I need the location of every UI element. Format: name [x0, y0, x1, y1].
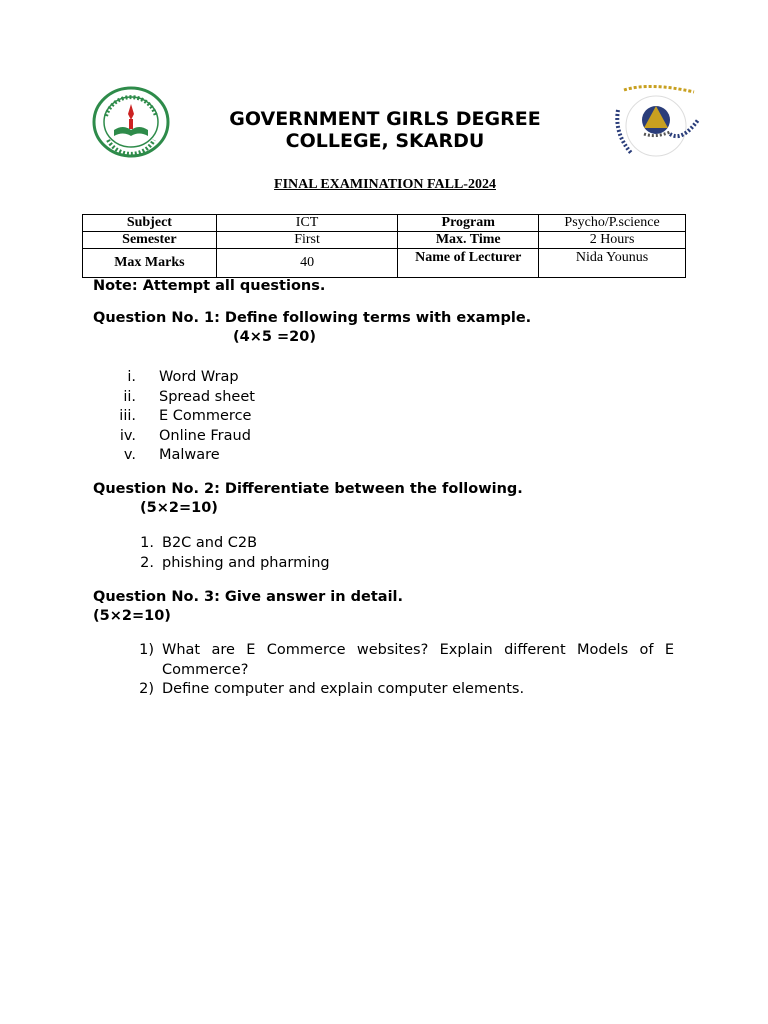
- list-item: [100, 368, 400, 388]
- max-marks-value: 40: [216, 249, 398, 278]
- list-item: [100, 388, 400, 408]
- question-2-title: Question No. 2: Differentiate between the following.: [93, 481, 523, 497]
- list-item-number: 2): [139, 681, 154, 697]
- subject-value: ICT: [216, 215, 398, 232]
- college-logo: [92, 86, 170, 158]
- question-3-title: Question No. 3: Give answer in detail.: [93, 589, 404, 605]
- max-marks-label: Max Marks: [83, 249, 217, 278]
- list-item-number: iv.: [119, 427, 136, 444]
- table-row: [83, 249, 686, 278]
- list-item: [100, 534, 400, 554]
- question-1-title: Question No. 1: Define following terms with example.: [93, 310, 532, 326]
- semester-value: First: [216, 232, 398, 249]
- list-item-number: v.: [123, 447, 136, 463]
- list-item-text: phishing and pharming: [162, 554, 330, 571]
- question-1-marks: (4×5 =20): [233, 329, 316, 345]
- list-item-number: 1.: [140, 535, 154, 551]
- program-label: Program: [398, 215, 539, 232]
- list-item-text: B2C and C2B: [162, 535, 258, 551]
- list-item: [100, 641, 675, 680]
- list-item: [100, 427, 400, 447]
- list-item-number: 2.: [140, 554, 154, 571]
- question-2-list: [100, 534, 400, 573]
- college-title-line1: GOVERNMENT GIRLS DEGREE: [229, 108, 541, 130]
- list-item: [100, 407, 400, 427]
- question-3-marks: (5×2=10): [93, 608, 171, 624]
- list-item: [100, 446, 400, 466]
- list-item-number: iii.: [119, 408, 136, 424]
- exam-title: FINAL EXAMINATION FALL-2024: [274, 177, 496, 192]
- college-title: [180, 108, 590, 152]
- question-2-marks: (5×2=10): [140, 500, 218, 516]
- exam-info-table: [82, 214, 686, 278]
- list-item-text: Online Fraud: [159, 427, 251, 444]
- note: Note: Attempt all questions.: [93, 278, 326, 294]
- list-item-text: Define computer and explain computer elements.: [162, 681, 525, 697]
- list-item-text: What are E Commerce websites? Explain different Models of E Commerce?: [162, 642, 674, 678]
- list-item-number: 1): [139, 642, 154, 658]
- list-item-text: Word Wrap: [159, 369, 239, 385]
- list-item-number: i.: [127, 369, 136, 385]
- max-time-label: Max. Time: [398, 232, 539, 249]
- semester-label: Semester: [83, 232, 217, 249]
- lecturer-value: Nida Younus: [539, 249, 686, 278]
- list-item-text: E Commerce: [159, 408, 252, 424]
- list-item-number: ii.: [123, 388, 136, 405]
- subject-label: Subject: [83, 215, 217, 232]
- university-logo: [610, 80, 702, 164]
- table-row: [83, 232, 686, 249]
- question-3-list: [100, 641, 675, 700]
- list-item-text: Malware: [159, 447, 220, 463]
- question-1-list: [100, 368, 400, 466]
- lecturer-label: Name of Lecturer: [398, 249, 539, 278]
- program-value: Psycho/P.science: [539, 215, 686, 232]
- list-item: [100, 554, 400, 574]
- table-row: [83, 215, 686, 232]
- college-title-line2: COLLEGE, SKARDU: [285, 130, 485, 152]
- list-item-text: Spread sheet: [159, 388, 255, 405]
- list-item: [100, 680, 675, 700]
- max-time-value: 2 Hours: [539, 232, 686, 249]
